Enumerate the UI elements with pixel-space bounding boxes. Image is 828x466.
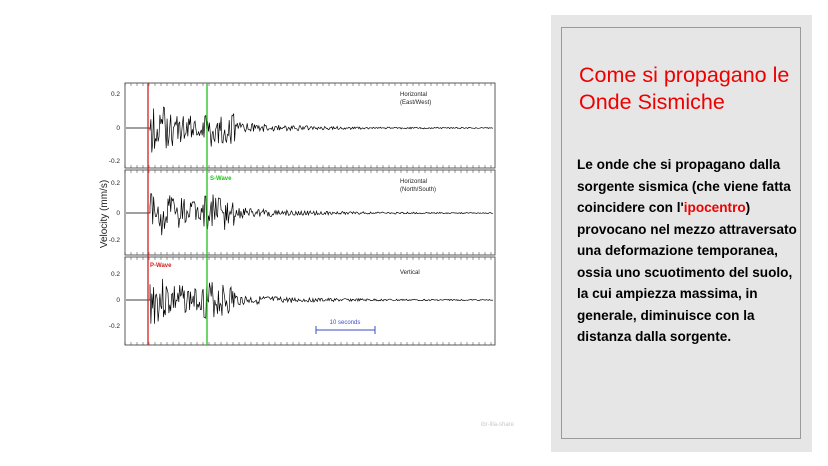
tick-label: 0.2: [110, 271, 120, 278]
panel-east-west: [109, 83, 495, 168]
y-axis-label: Velocity (mm/s): [99, 179, 110, 249]
seismic-trace: [126, 193, 493, 235]
panel-title: Horizontal: [400, 179, 428, 185]
body-text-end: ) provocano nel mezzo attraversato una deformazione temporanea, ossia uno scuotimento del suolo, la cui ampiezza massima, in generale, diminuisce con la distanza dalla sorgente.: [577, 200, 797, 344]
panel-frame: [125, 257, 495, 345]
panel-title: Vertical: [400, 270, 420, 276]
panel-frame: [125, 83, 495, 168]
seismic-trace: [126, 107, 493, 152]
tick-marks: [125, 257, 491, 345]
panel-title: Horizontal: [400, 92, 428, 98]
body-text-start: Le onde che si propagano dalla sorgente sismica (che viene fatta coincidere con l': [577, 157, 791, 215]
tick-label: 0.2: [110, 91, 120, 98]
seismic-trace: [126, 279, 493, 324]
tick-label: 0: [116, 297, 120, 304]
tick-label: -0.2: [108, 158, 120, 165]
tick-label: -0.2: [108, 237, 120, 244]
tick-label: 0.2: [110, 180, 120, 187]
tick-label: -0.2: [108, 323, 120, 330]
tick-label: 0: [116, 210, 120, 217]
panel-subtitle: (North/South): [400, 187, 437, 193]
panel-vertical: [109, 257, 495, 345]
panel-subtitle: (East/West): [400, 100, 432, 106]
s-wave-label: S-Wave: [210, 176, 232, 182]
scale-bar: [316, 320, 375, 334]
sidebar-body: [577, 154, 799, 348]
watermark: ibr-lila-share: [481, 422, 515, 428]
scale-label: 10 seconds: [329, 320, 361, 326]
seismogram-figure: [95, 78, 505, 350]
tick-label: 0: [116, 125, 120, 132]
sidebar-title: Come si propagano le Onde Sismiche: [579, 63, 790, 114]
highlight-ipocentro: ipocentro: [683, 200, 746, 215]
p-wave-label: P-Wave: [150, 263, 172, 269]
panel-north-south: [109, 170, 495, 255]
